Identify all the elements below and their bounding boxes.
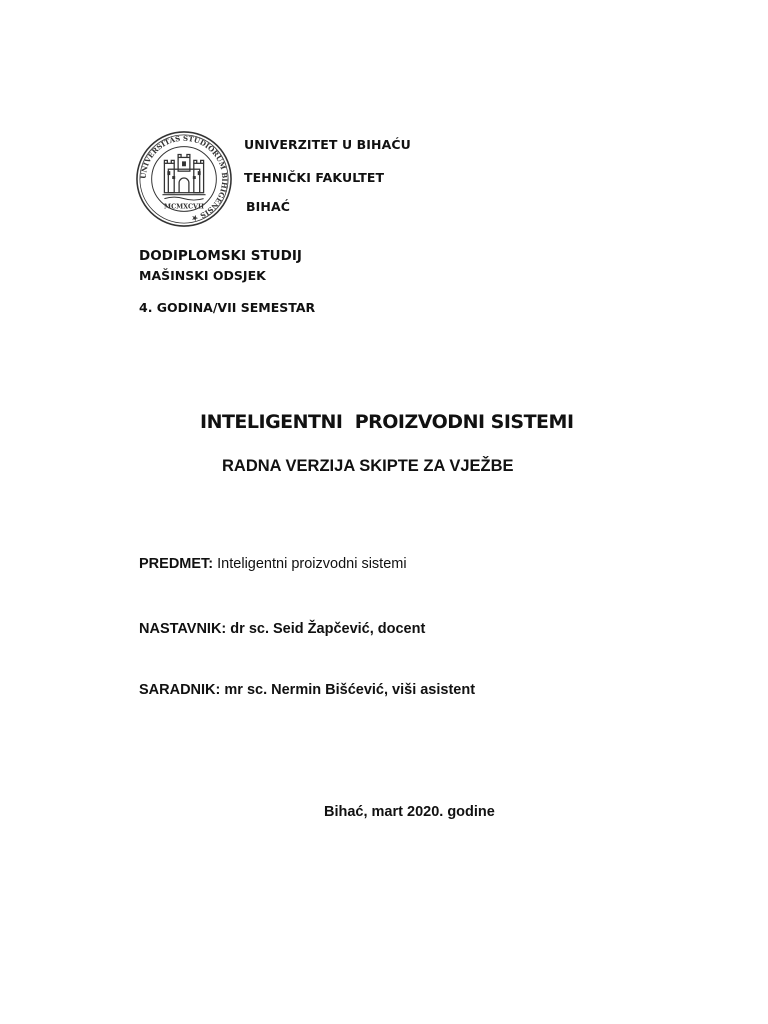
nastavnik-line <box>139 621 425 637</box>
seal-year: MCMXCVII <box>164 202 204 211</box>
nastavnik-value: dr sc. Seid Žapčević, docent <box>230 621 426 637</box>
predmet-value: Inteligentni proizvodni sistemi <box>217 556 407 572</box>
saradnik-line <box>139 682 475 698</box>
document-title: INTELIGENTNI PROIZVODNI SISTEMI <box>200 411 574 433</box>
document-subtitle: RADNA VERZIJA SKIPTE ZA VJEŽBE <box>222 457 514 475</box>
faculty-name: TEHNIČKI FAKULTET <box>244 170 385 185</box>
predmet-line <box>139 556 407 572</box>
saradnik-value: mr sc. Nermin Bišćević, viši asistent <box>224 682 476 698</box>
study-year-semester: 4. GODINA/VII SEMESTAR <box>139 300 316 315</box>
nastavnik-label: NASTAVNIK: <box>139 621 227 637</box>
study-department: MAŠINSKI ODSJEK <box>139 268 266 283</box>
predmet-label: PREDMET: <box>139 556 214 572</box>
university-name: UNIVERZITET U BIHAĆU <box>244 137 411 152</box>
university-seal-icon <box>135 130 233 228</box>
city-name: BIHAĆ <box>246 199 290 214</box>
svg-text:UNIVERSITAS STUDIORUM BIHIGENS: UNIVERSITAS STUDIORUM BIHIGENSIS ★ <box>138 133 230 224</box>
saradnik-label: SARADNIK: <box>139 682 221 698</box>
place-and-date: Bihać, mart 2020. godine <box>324 804 495 820</box>
study-program: DODIPLOMSKI STUDIJ <box>139 248 302 264</box>
